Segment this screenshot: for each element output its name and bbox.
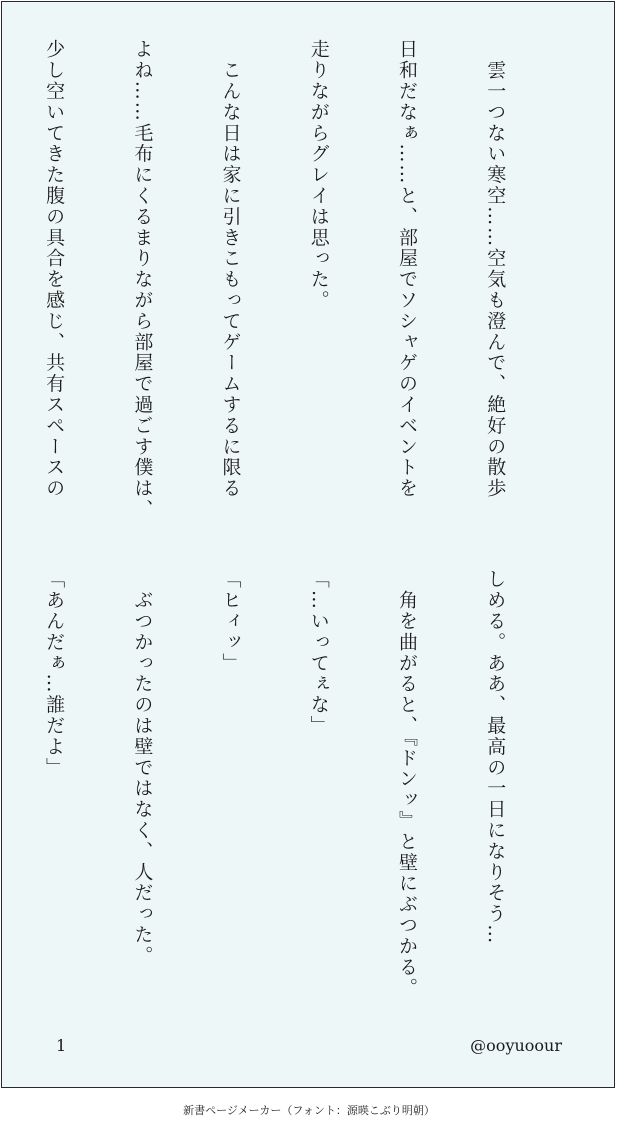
author-handle: @ooyuoour [470,1036,562,1055]
text-line: 「あんだぁ…誰だよ」 [43,569,66,778]
text-line: 日和だなぁ……と、部屋でソシャゲのイベントを [395,39,418,499]
lower-text-block [0,569,568,1029]
novel-page [1,1,615,1088]
text-line: こんな日は家に引きこもってゲームするに限る [219,39,242,499]
text-line: ぶつかったのは壁ではなく、人だった。 [131,569,154,967]
text-line: 走りながらグレイは思った。 [307,39,330,311]
generator-credit: 新書ページメーカー（フォント：源暎こぶり明朝） [183,1104,435,1117]
text-line: よね……毛布にくるまりながら部屋で過ごす僕は、 [131,39,154,520]
text-line: 「…いってぇな」 [307,569,330,737]
text-line: しめる。ああ、最高の一日になりそう… [484,569,507,946]
text-line: 角を曲がると、『ドンッ』と壁にぶつかる。 [395,569,418,999]
page-number: 1 [56,1036,67,1055]
text-line: 雲一つない寒空……空気も澄んで、絶好の散歩 [484,39,507,499]
text-line: 「ヒィッ」 [219,569,242,674]
upper-text-block [0,39,568,527]
text-line: 少し空いてきた腹の具合を感じ、共有スペースの [43,39,66,499]
